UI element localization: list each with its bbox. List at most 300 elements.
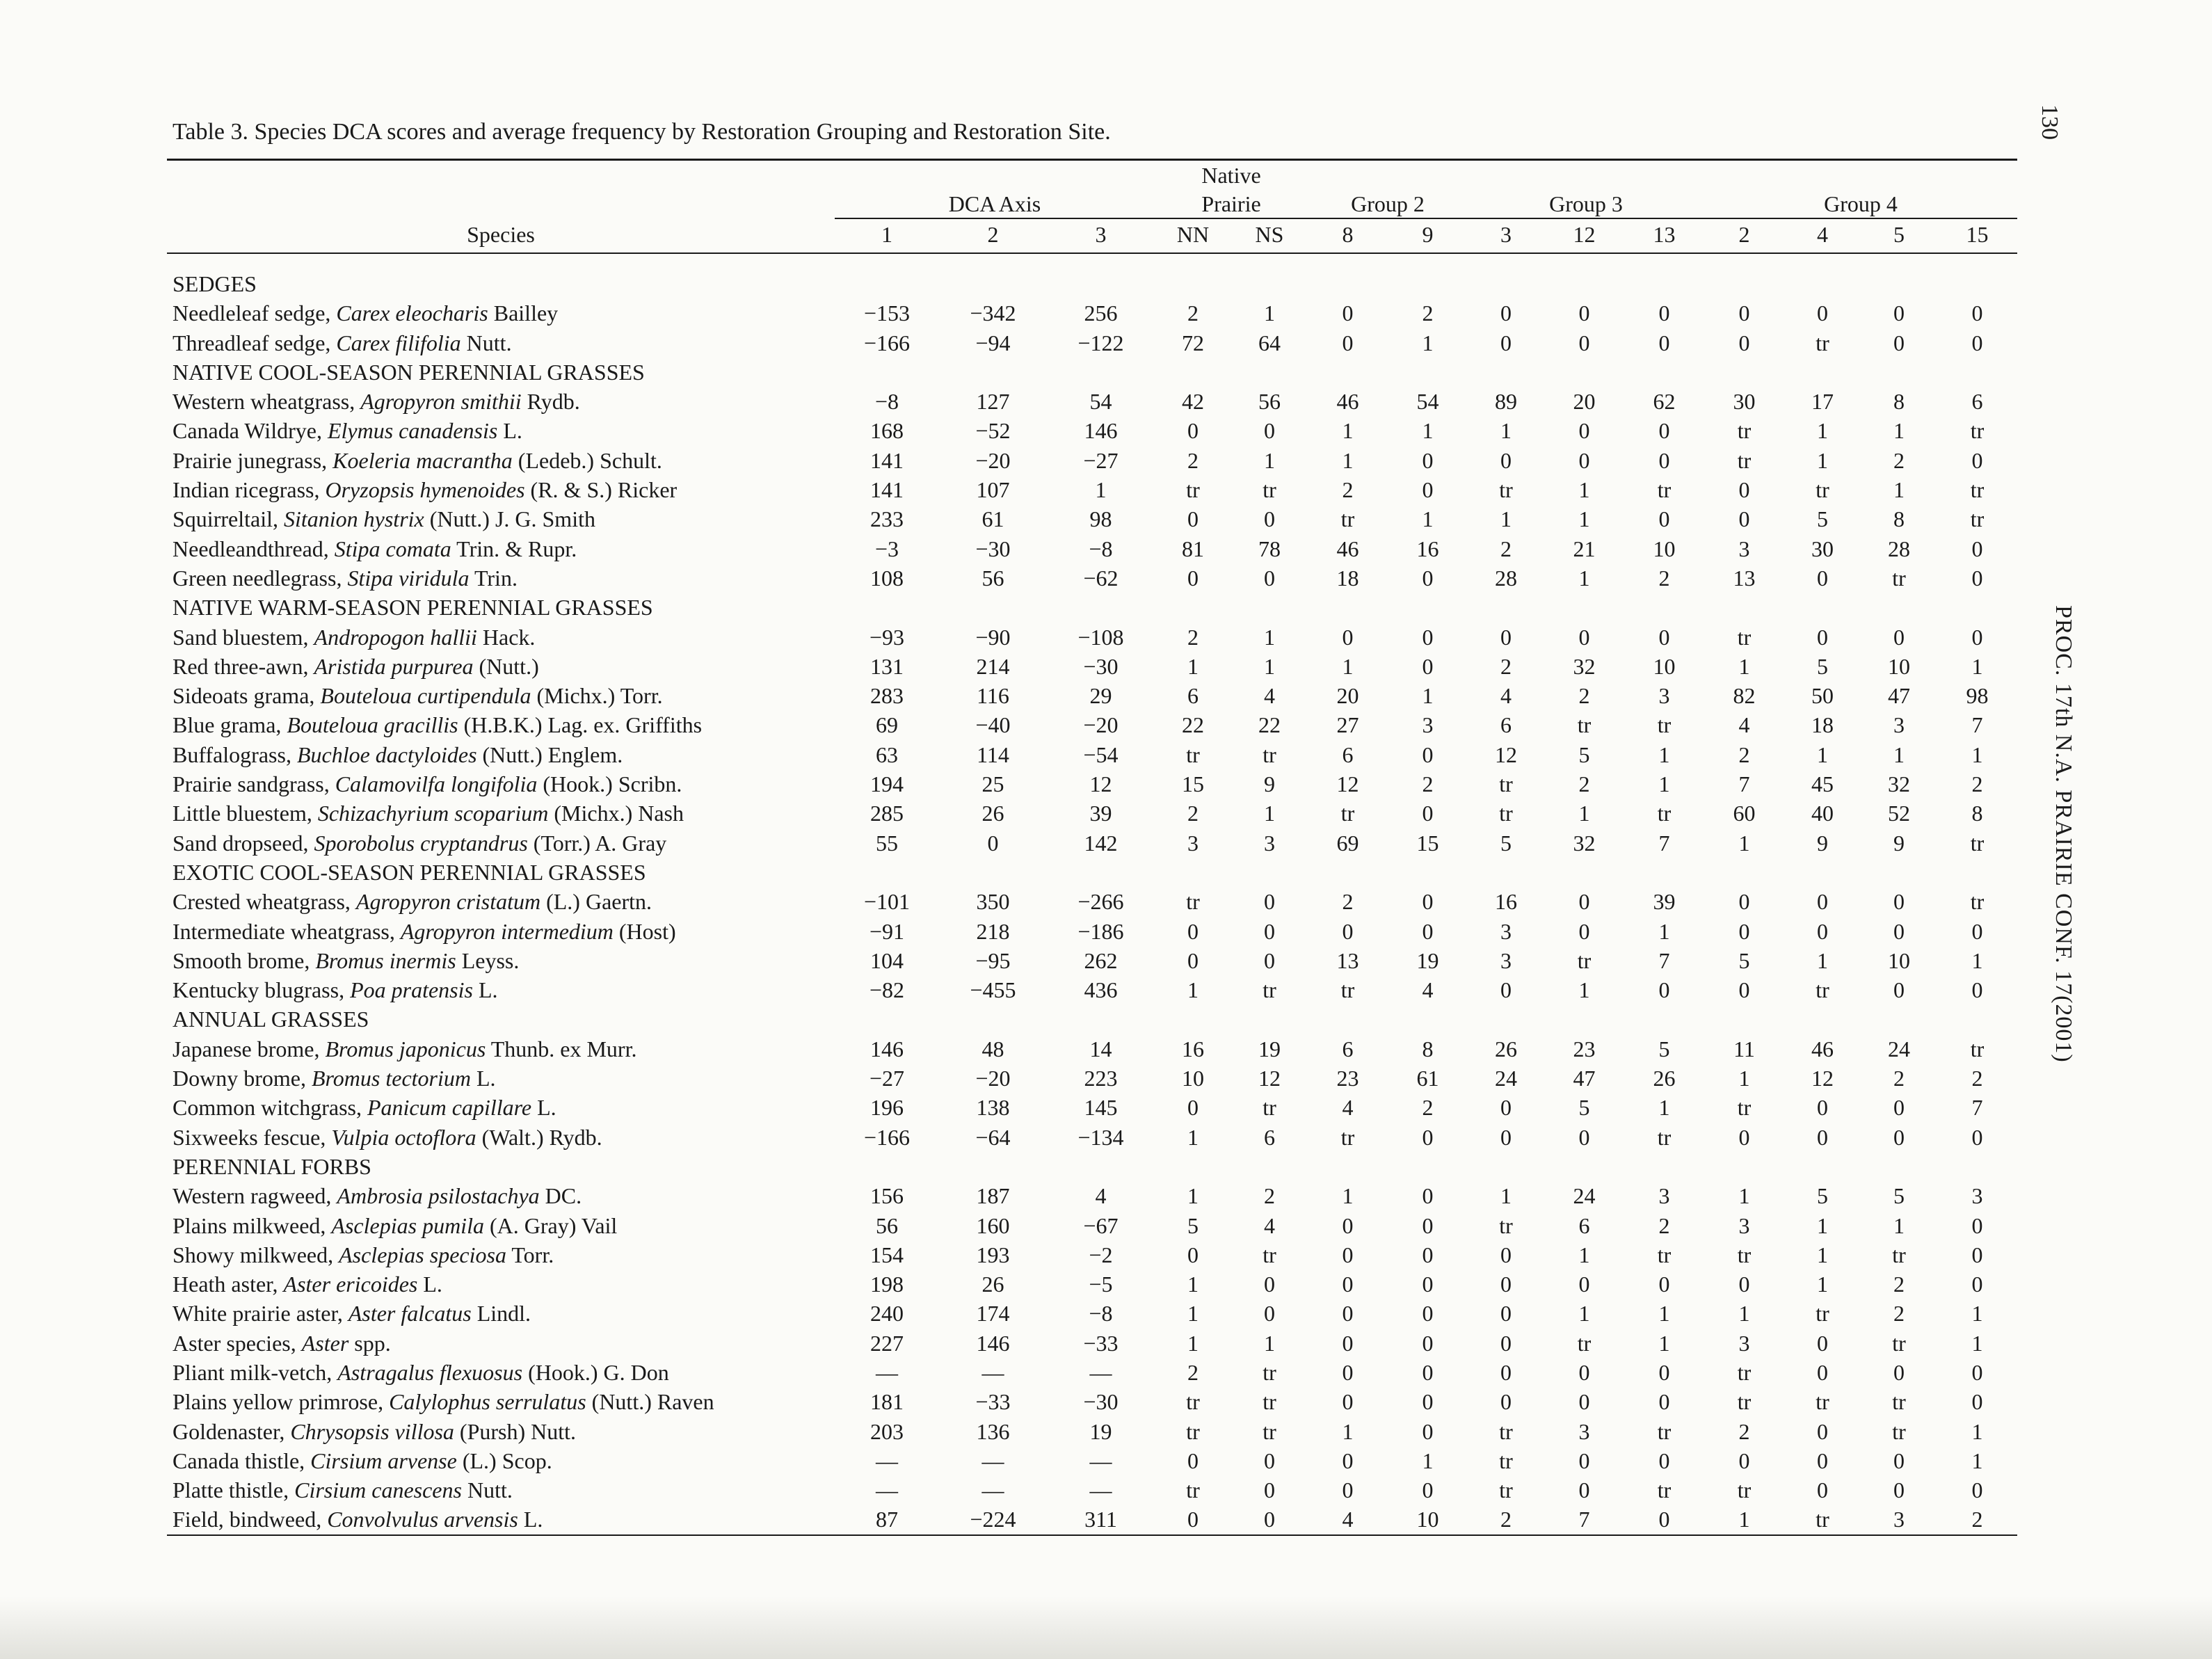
value-cell: 7 [1658,947,1670,973]
value-cell: 1 [1738,653,1750,679]
value-cell: tr [1657,477,1672,503]
value-cell: 22 [1258,712,1281,738]
scientific-name: Chrysopsis villosa [290,1418,454,1444]
value-cell: 0 [1578,1477,1590,1503]
value-cell: tr [1340,977,1355,1003]
table-row [167,1211,2017,1240]
value-cell: 0 [1500,1124,1512,1150]
value-cell: −27 [869,1066,905,1091]
species-name [167,1387,835,1416]
species-name [167,1181,835,1210]
value-cell: 2 [1893,1066,1905,1091]
common-name: Western wheatgrass, [173,389,355,415]
value-cell: 72 [1182,330,1204,355]
value-cell: 1 [1342,418,1354,444]
value-cell: tr [1892,1389,1906,1415]
value-cell: −2 [1089,1242,1113,1267]
scientific-name: Carex eleocharis [336,300,488,326]
value-cell: 0 [1578,889,1590,915]
species-name [167,446,835,475]
value-cell: 3 [1738,1212,1750,1238]
value-cell: −95 [975,947,1011,973]
scientific-name: Asclepias pumila [331,1212,484,1238]
table-row [167,328,2017,358]
value-cell: 0 [1422,1272,1434,1297]
authority: DC. [545,1183,582,1209]
value-cell: 0 [1817,1418,1829,1444]
value-cell: 1 [1738,830,1750,856]
value-cell: 0 [1738,330,1750,355]
value-cell: 0 [1817,624,1829,650]
value-cell: 63 [876,742,898,767]
common-name: Little bluestem, [173,801,312,826]
common-name: Western ragweed, [173,1183,332,1209]
value-cell: — [1089,1359,1112,1385]
value-cell: −166 [863,330,911,355]
value-cell: 1 [1738,1066,1750,1091]
value-cell: 168 [870,418,904,444]
category-row [167,253,2017,298]
value-cell: 5 [1738,947,1750,973]
column-header: NS [1231,218,1308,253]
value-cell: 23 [1336,1066,1359,1091]
value-cell: 42 [1182,389,1204,415]
value-cell: 1 [1738,1507,1750,1532]
species-name [167,328,835,358]
table-row [167,387,2017,416]
value-cell: 45 [1811,771,1834,797]
value-cell: tr [1657,712,1672,738]
value-cell: 0 [1422,742,1434,767]
species-name [167,534,835,563]
value-cell: 0 [1500,1359,1512,1385]
species-name [167,623,835,652]
table-row [167,887,2017,916]
value-cell: 3 [1893,712,1905,738]
value-cell: 50 [1811,683,1834,709]
value-cell: 98 [1089,506,1112,532]
value-cell: tr [1577,1330,1592,1356]
value-cell: 61 [1416,1066,1439,1091]
value-cell: 0 [1893,918,1905,944]
common-name: Field, bindweed, [173,1507,322,1532]
value-cell: −93 [869,624,905,650]
value-cell: 2 [1264,1183,1275,1209]
value-cell: 0 [1342,1212,1354,1238]
value-cell: 2 [1422,300,1434,326]
value-cell: tr [1263,1359,1276,1385]
value-cell: 55 [876,830,898,856]
value-cell: tr [1263,1389,1276,1415]
value-cell: 3 [1422,712,1434,738]
value-cell: 18 [1336,565,1359,591]
value-cell: 350 [976,889,1010,915]
category-label: NATIVE COOL-SEASON PERENNIAL GRASSES [173,359,645,385]
value-cell: 0 [1578,1359,1590,1385]
table-row [167,1181,2017,1210]
value-cell: 0 [1971,1359,1983,1385]
value-cell: 1 [1817,1272,1829,1297]
value-cell: 5 [1500,830,1512,856]
native-header-line2: Prairie [1155,190,1308,218]
common-name: Aster species, [173,1330,296,1356]
value-cell: 0 [1422,1359,1434,1385]
value-cell: 0 [1971,300,1983,326]
table-row [167,710,2017,739]
value-cell: 5 [1187,1212,1199,1238]
species-name [167,1358,835,1387]
value-cell: 6 [1264,1124,1275,1150]
value-cell: 0 [1264,1507,1275,1532]
species-name [167,917,835,946]
value-cell: tr [1499,1448,1513,1473]
value-cell: 9 [1264,771,1275,797]
table-row [167,740,2017,769]
common-name: Canada Wildrye, [173,418,322,444]
value-cell: 1 [1422,683,1434,709]
value-cell: 0 [1893,1448,1905,1473]
authority: (Ledeb.) Schult. [518,447,662,473]
scientific-name: Stipa comata [334,536,451,561]
value-cell: −5 [1089,1272,1113,1297]
value-cell: 0 [1422,889,1434,915]
value-cell: −91 [869,918,905,944]
category-row [167,593,2017,622]
authority: Trin. [474,565,518,591]
value-cell: 2 [1500,653,1512,679]
value-cell: tr [1340,506,1355,532]
species-name [167,504,835,534]
species-name [167,563,835,593]
value-cell: 240 [870,1301,904,1327]
species-name [167,298,835,328]
value-cell: 1 [1578,977,1590,1003]
value-cell: 78 [1258,536,1281,561]
value-cell: 0 [1500,624,1512,650]
value-cell: 4 [1342,1507,1354,1532]
value-cell: 0 [1500,300,1512,326]
value-cell: — [1089,1448,1112,1473]
value-cell: 136 [976,1418,1010,1444]
species-name [167,975,835,1004]
value-cell: 0 [1578,447,1590,473]
value-cell: 4 [1422,977,1434,1003]
scientific-name: Koeleria macrantha [332,447,513,473]
common-name: Sixweeks fescue, [173,1124,326,1150]
scientific-name: Ambrosia psilostachya [337,1183,540,1209]
value-cell: tr [1186,889,1200,915]
table-row [167,1387,2017,1416]
species-name [167,946,835,975]
common-name: Goldenaster, [173,1418,285,1444]
value-cell: 1 [1738,1183,1750,1209]
value-cell: 56 [1258,389,1281,415]
species-name [167,710,835,739]
value-cell: 1 [1264,653,1275,679]
scan-shadow [0,1596,2212,1659]
value-cell: 0 [1422,1330,1434,1356]
value-cell: 56 [876,1212,898,1238]
value-cell: 108 [870,565,904,591]
value-cell: −27 [1083,447,1119,473]
value-cell: 0 [1578,624,1590,650]
value-cell: 0 [1264,565,1275,591]
value-cell: 1 [1971,1418,1983,1444]
value-cell: 138 [976,1095,1010,1121]
value-cell: 1 [1422,506,1434,532]
value-cell: — [876,1359,898,1385]
common-name: Pliant milk-vetch, [173,1359,332,1385]
column-header: 13 [1624,218,1704,253]
value-cell: 0 [1264,418,1275,444]
value-cell: tr [1263,1418,1276,1444]
value-cell: 1 [1738,1301,1750,1327]
value-cell: 8 [1893,389,1905,415]
value-cell: tr [1970,477,1985,503]
native-header-line1: Native [1201,163,1261,188]
value-cell: 10 [1888,653,1911,679]
authority: Hack. [482,624,536,650]
value-cell: 1 [1658,742,1670,767]
value-cell: −82 [869,977,905,1003]
authority: Lindl. [476,1301,531,1327]
species-name [167,1093,835,1122]
value-cell: 0 [1971,447,1983,473]
value-cell: 0 [1817,1095,1829,1121]
value-cell: 146 [870,1036,904,1061]
authority: L. [478,977,498,1003]
table-row [167,1329,2017,1358]
value-cell: 181 [870,1389,904,1415]
common-name: Canada thistle, [173,1448,305,1473]
value-cell: tr [1499,1418,1513,1444]
value-cell: 1 [1893,418,1905,444]
bottom-rule [167,1534,2017,1536]
table-row [167,799,2017,828]
category-label: SEDGES [173,271,257,296]
value-cell: 0 [1264,1272,1275,1297]
value-cell: 1 [1264,801,1275,826]
value-cell: 16 [1416,536,1439,561]
authority: L. [423,1272,442,1297]
value-cell: 2 [1342,889,1354,915]
value-cell: 3 [1971,1183,1983,1209]
value-cell: 0 [1817,300,1829,326]
value-cell: −342 [970,300,1016,326]
scientific-name: Agropyron intermedium [400,918,614,944]
value-cell: 0 [1342,624,1354,650]
value-cell: 0 [1817,1330,1829,1356]
value-cell: 0 [1971,1212,1983,1238]
value-cell: — [876,1477,898,1503]
value-cell: −67 [1083,1212,1119,1238]
value-cell: 3 [1658,1183,1670,1209]
value-cell: 1 [1187,1183,1199,1209]
value-cell: 1 [1578,565,1590,591]
value-cell: tr [1892,565,1906,591]
value-cell: 56 [981,565,1004,591]
value-cell: 26 [981,801,1004,826]
value-cell: 0 [1342,1359,1354,1385]
value-cell: 0 [1500,1242,1512,1267]
value-cell: −122 [1077,330,1124,355]
value-cell: 6 [1578,1212,1590,1238]
scientific-name: Bromus japonicus [325,1036,486,1061]
category-row [167,358,2017,387]
value-cell: 1 [1658,918,1670,944]
value-cell: −64 [975,1124,1011,1150]
species-name [167,1034,835,1064]
value-cell: 0 [1578,1272,1590,1297]
value-cell: 160 [976,1212,1010,1238]
value-cell: 15 [1416,830,1439,856]
column-header: 12 [1544,218,1624,253]
value-cell: −54 [1083,742,1119,767]
value-cell: −266 [1077,889,1124,915]
value-cell: 10 [1888,947,1911,973]
value-cell: 1 [1264,1330,1275,1356]
value-cell: tr [1186,1418,1200,1444]
value-cell: 0 [1422,477,1434,503]
authority: Nutt. [467,1477,513,1503]
authority: (Nutt.) Raven [591,1389,714,1415]
table-row [167,623,2017,652]
value-cell: 1 [1187,1301,1199,1327]
scientific-name: Calamovilfa longifolia [335,771,538,797]
value-cell: 0 [1817,918,1829,944]
value-cell: −40 [975,712,1011,738]
value-cell: 13 [1733,565,1756,591]
value-cell: 1 [1578,506,1590,532]
value-cell: 2 [1578,683,1590,709]
value-cell: 0 [1422,1124,1434,1150]
value-cell: 0 [1738,977,1750,1003]
value-cell: 0 [1893,300,1905,326]
value-cell: 4 [1264,683,1275,709]
value-cell: 2 [1500,536,1512,561]
value-cell: 32 [1573,830,1596,856]
scientific-name: Aster falcatus [348,1301,472,1327]
value-cell: 127 [976,389,1010,415]
species-name [167,1269,835,1299]
value-cell: 0 [1264,506,1275,532]
value-cell: 2 [1971,1507,1983,1532]
value-cell: 0 [1422,565,1434,591]
value-cell: 0 [1264,1477,1275,1503]
column-header: 2 [1704,218,1784,253]
species-name [167,681,835,710]
authority: (R. & S.) Ricker [530,477,678,503]
value-cell: 4 [1264,1212,1275,1238]
value-cell: tr [1657,1124,1672,1150]
value-cell: 218 [976,918,1010,944]
column-header: NN [1155,218,1231,253]
authority: (Torr.) A. Gray [533,830,667,856]
value-cell: 1 [1342,1418,1354,1444]
value-cell: tr [1737,1389,1752,1415]
value-cell: 12 [1089,771,1112,797]
authority: (Hook.) G. Don [528,1359,669,1385]
value-cell: 1 [1578,477,1590,503]
value-cell: tr [1892,1418,1906,1444]
common-name: Intermediate wheatgrass, [173,918,395,944]
value-cell: 26 [1653,1066,1676,1091]
value-cell: −52 [975,418,1011,444]
category-row [167,1152,2017,1181]
scientific-name: Bromus inermis [315,947,456,973]
value-cell: 0 [987,830,999,856]
value-cell: tr [1499,477,1513,503]
value-cell: 0 [1187,1242,1199,1267]
value-cell: 0 [1422,1183,1434,1209]
value-cell: tr [1737,624,1752,650]
species-name [167,387,835,416]
column-header: 1 [835,218,939,253]
value-cell: 1 [1893,742,1905,767]
table-row [167,1417,2017,1446]
value-cell: 62 [1653,389,1676,415]
value-cell: 0 [1971,1242,1983,1267]
value-cell: 10 [1416,1507,1439,1532]
species-name [167,1211,835,1240]
value-cell: tr [1970,1036,1985,1061]
value-cell: tr [1657,801,1672,826]
value-cell: 1 [1971,1448,1983,1473]
authority: (A. Gray) Vail [489,1212,618,1238]
value-cell: 0 [1738,918,1750,944]
value-cell: −134 [1077,1124,1124,1150]
table-row [167,298,2017,328]
value-cell: 0 [1264,918,1275,944]
value-cell: — [981,1359,1004,1385]
value-cell: 5 [1817,1183,1829,1209]
value-cell: 0 [1342,918,1354,944]
value-cell: 28 [1888,536,1911,561]
value-cell: tr [1577,947,1592,973]
value-cell: 0 [1893,624,1905,650]
value-cell: 0 [1738,1448,1750,1473]
table-row [167,1446,2017,1475]
value-cell: 0 [1658,506,1670,532]
common-name: Downy brome, [173,1066,306,1091]
value-cell: 0 [1658,977,1670,1003]
table-row [167,475,2017,504]
value-cell: 0 [1422,1477,1434,1503]
value-cell: 2 [1738,742,1750,767]
value-cell: tr [1263,977,1276,1003]
common-name: Sand bluestem, [173,624,309,650]
value-cell: 5 [1578,742,1590,767]
value-cell: 12 [1258,1066,1281,1091]
table-row [167,975,2017,1004]
value-cell: 19 [1258,1036,1281,1061]
value-cell: 2 [1500,1507,1512,1532]
value-cell: 283 [870,683,904,709]
value-cell: 32 [1573,653,1596,679]
value-cell: 0 [1422,918,1434,944]
authority: Torr. [511,1242,554,1267]
value-cell: −224 [970,1507,1016,1532]
value-cell: 13 [1336,947,1359,973]
value-cell: 1 [1658,1301,1670,1327]
species-name [167,1240,835,1269]
authority: Rydb. [527,389,580,415]
value-cell: −3 [874,536,899,561]
table-row [167,534,2017,563]
value-cell: 47 [1888,683,1911,709]
group4-header: Group 4 [1704,190,2017,218]
value-cell: 39 [1089,801,1112,826]
